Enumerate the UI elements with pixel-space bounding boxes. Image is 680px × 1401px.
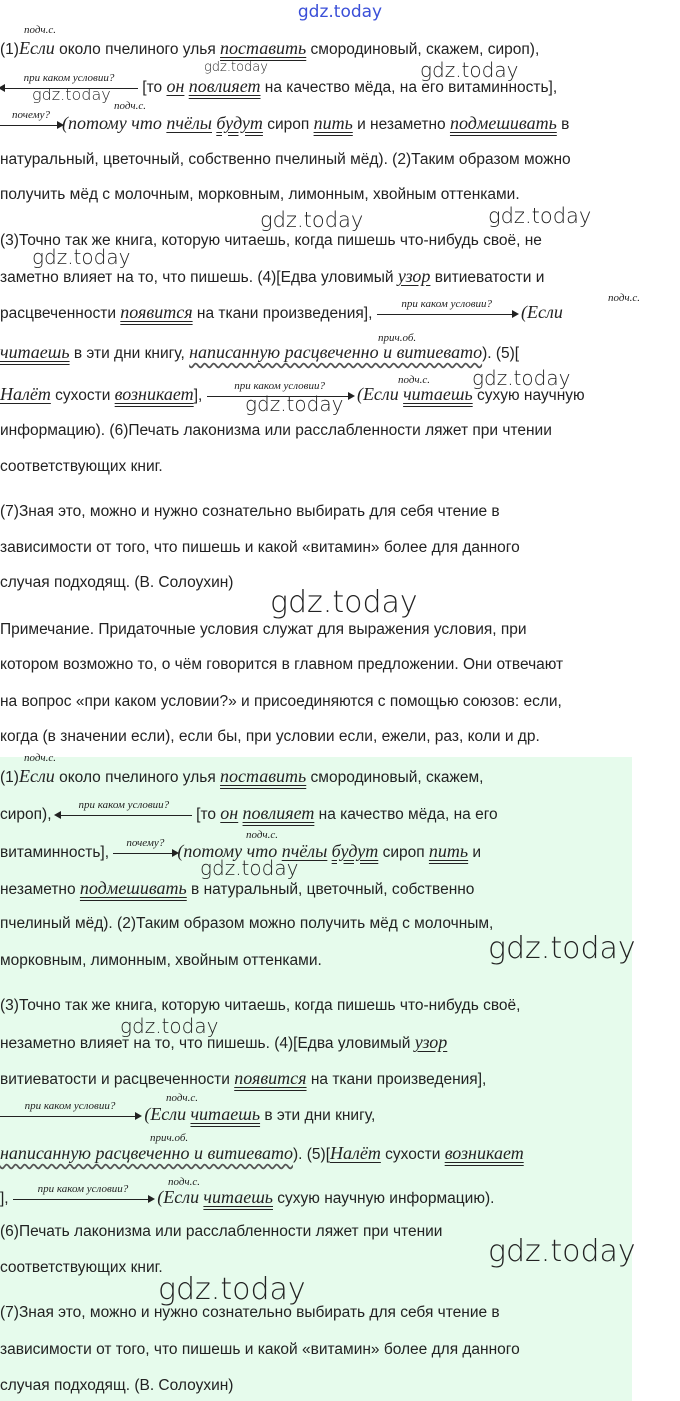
predicate: повлияет: [242, 803, 315, 823]
predicate: читаешь: [0, 342, 70, 362]
predicate: повлияет: [188, 76, 261, 96]
watermark: gdz.today: [120, 1014, 219, 1038]
note-line: когда (в значении если), если бы, при условии если, ежели, раз, коли и др.: [0, 728, 540, 745]
text-line: получить мёд с молочным, морковным, лимонным, хвойным оттенками.: [0, 186, 520, 203]
subject: он: [220, 803, 239, 823]
condition-arrow: при каком условии?: [0, 81, 138, 95]
text-line: натуральный, цветочный, собственно пчелиный мёд). (2)Таким образом можно: [0, 151, 571, 168]
podch-label: подч.с.: [608, 292, 641, 304]
note-line: котором возможно то, о чём говорится в главном предложении. Они отвечают: [0, 656, 564, 673]
watermark: gdz.today: [420, 58, 519, 82]
subject: Налёт: [0, 384, 51, 404]
text-line: незаметно подмешивать в натуральный, цветочный, собственно: [0, 878, 475, 898]
text-line: соответствующих книг.: [0, 1259, 163, 1276]
subject: узор: [397, 266, 431, 286]
conj-esli: Если: [18, 38, 55, 58]
text-line: при каком условии? (Если читаешь в эти дни книгу,: [0, 1104, 375, 1124]
watermark: gdz.today: [270, 585, 418, 620]
subject: узор: [414, 1032, 448, 1052]
note-line: Примечание. Придаточные условия служат для выражения условия, при: [0, 621, 527, 638]
text-line: соответствующих книг.: [0, 458, 163, 475]
text-line: случая подходящ. (В. Солоухин): [0, 1377, 234, 1394]
condition-arrow: при каком условии?: [0, 1109, 140, 1123]
text-line: информацию). (6)Печать лаконизма или расслабленности ляжет при чтении: [0, 422, 552, 439]
watermark: gdz.today: [488, 204, 592, 228]
text-line: витиеватости и расцвеченности появится на ткани произведения],: [0, 1068, 487, 1088]
predicate: появится: [120, 302, 193, 322]
prich-label: прич.об.: [150, 1132, 189, 1144]
prich-label: прич.об.: [378, 332, 417, 344]
note-line: на вопрос «при каком условии?» и присоединяются с помощью союзов: если,: [0, 693, 562, 710]
text-line: незаметно влияет на то, что пишешь. (4)[Едва уловимый узор: [0, 1032, 448, 1052]
predicate: подмешивать: [449, 113, 557, 133]
conj-esli: Если: [150, 1104, 187, 1124]
text-line: (6)Печать лаконизма или расслабленности ляжет при чтении: [0, 1223, 443, 1240]
podch-label: подч.с.: [246, 829, 279, 841]
condition-arrow: при каком условии?: [13, 1192, 153, 1206]
text-line: почему? (потому что пчёлы будут сироп пить и незаметно подмешивать в: [0, 113, 569, 133]
predicate: возникает: [444, 1143, 524, 1163]
podch-label: подч.с.: [168, 1176, 201, 1188]
predicate: возникает: [114, 384, 194, 404]
watermark: gdz.today: [200, 856, 299, 880]
watermark: gdz.today: [472, 366, 571, 390]
text-line: (3)Точно так же книга, которую читаешь, когда пишешь что-нибудь своё,: [0, 997, 521, 1014]
text-line: зависимости от того, что пишешь и какой «витамин» более для данного: [0, 539, 520, 556]
conj-esli: Если: [163, 1187, 200, 1207]
subject: он: [166, 76, 185, 96]
conj-esli: Если: [362, 384, 399, 404]
text-line: зависимости от того, что пишешь и какой «витамин» более для данного: [0, 1341, 520, 1358]
watermark: gdz.today: [488, 1234, 636, 1269]
text-line: заметно влияет на то, что пишешь. (4)[Едва уловимый узор витиеватости и: [0, 266, 545, 286]
predicate: пить: [313, 113, 353, 133]
predicate: поставить: [220, 766, 307, 786]
text-line: написанную расцвеченно и витиевато). (5)[Налёт сухости возникает: [0, 1143, 524, 1163]
condition-arrow: при каком условии?: [207, 389, 353, 403]
text-line: читаешь в эти дни книгу, написанную расцвеченно и витиевато). (5)[: [0, 342, 520, 362]
predicate: пить: [428, 841, 469, 861]
condition-arrow: при каком условии?: [377, 307, 517, 321]
condition-arrow: при каком условии?: [56, 808, 192, 822]
predicate: появится: [234, 1068, 307, 1088]
participle-phrase: написанную расцвеченно и витиевато: [0, 1143, 293, 1163]
subject: пчёлы: [166, 113, 212, 133]
predicate: читаешь: [403, 384, 473, 404]
predicate: поставить: [220, 38, 307, 58]
predicate: читаешь: [203, 1187, 273, 1207]
predicate: подмешивать: [79, 878, 187, 898]
podch-label: подч.с.: [114, 100, 147, 112]
predicate: читаешь: [190, 1104, 261, 1124]
text-line: сироп), при каком условии? [то он повлияет на качество мёда, на его: [0, 798, 498, 823]
participle-phrase: написанную расцвеченно и витиевато: [189, 342, 483, 362]
watermark: gdz.today: [245, 392, 344, 416]
watermark: gdz.today: [32, 85, 111, 104]
conj-esli: Если: [18, 766, 55, 786]
watermark: gdz.today: [204, 60, 268, 75]
podch-label: подч.с.: [24, 24, 57, 36]
text-line: (7)Зная это, можно и нужно сознательно выбирать для себя чтение в: [0, 503, 500, 520]
text-line: витаминность], почему? (потому что пчёлы будут сироп пить и: [0, 836, 482, 861]
watermark: gdz.today: [158, 1272, 306, 1307]
text-line: случая подходящ. (В. Солоухин): [0, 574, 234, 591]
text-line: (7)Зная это, можно и нужно сознательно выбирать для себя чтение в: [0, 1304, 500, 1321]
watermark: gdz.today: [260, 208, 364, 232]
watermark: gdz.today: [488, 931, 636, 966]
podch-label: подч.с.: [398, 374, 431, 386]
watermark: gdz.today: [32, 245, 131, 269]
podch-label: подч.с.: [166, 1092, 199, 1104]
text-line: морковным, лимонным, хвойным оттенками.: [0, 952, 322, 969]
predicate: будут: [331, 841, 379, 861]
subject: пчёлы: [281, 841, 328, 861]
why-arrow: почему?: [0, 118, 62, 132]
text-line: расцвеченности появится на ткани произведения], при каком условии? (Если: [0, 297, 563, 322]
subject: Налёт: [330, 1143, 381, 1163]
text-line: (3)Точно так же книга, которую читаешь, когда пишешь что-нибудь своё, не: [0, 232, 542, 249]
conj-esli: Если: [527, 302, 563, 322]
site-header[interactable]: gdz.today: [297, 2, 383, 22]
predicate: будут: [216, 113, 263, 133]
text-line: Налёт сухости возникает], при каком условии? (Если читаешь сухую научную: [0, 379, 585, 404]
podch-label: подч.с.: [24, 752, 57, 764]
text-line: (1)Если около пчелиного улья поставить смородиновый, скажем, сироп),: [0, 38, 540, 58]
text-line: пчелиный мёд). (2)Таким образом можно получить мёд с молочным,: [0, 915, 494, 932]
why-arrow: почему?: [113, 846, 177, 860]
text-line: (1)Если около пчелиного улья поставить смородиновый, скажем,: [0, 766, 484, 786]
text-line: при каком условии? [то он повлияет на качество мёда, на его витаминность],: [0, 76, 557, 96]
text-line: ], при каком условии? (Если читаешь сухую научную информацию).: [0, 1182, 495, 1207]
